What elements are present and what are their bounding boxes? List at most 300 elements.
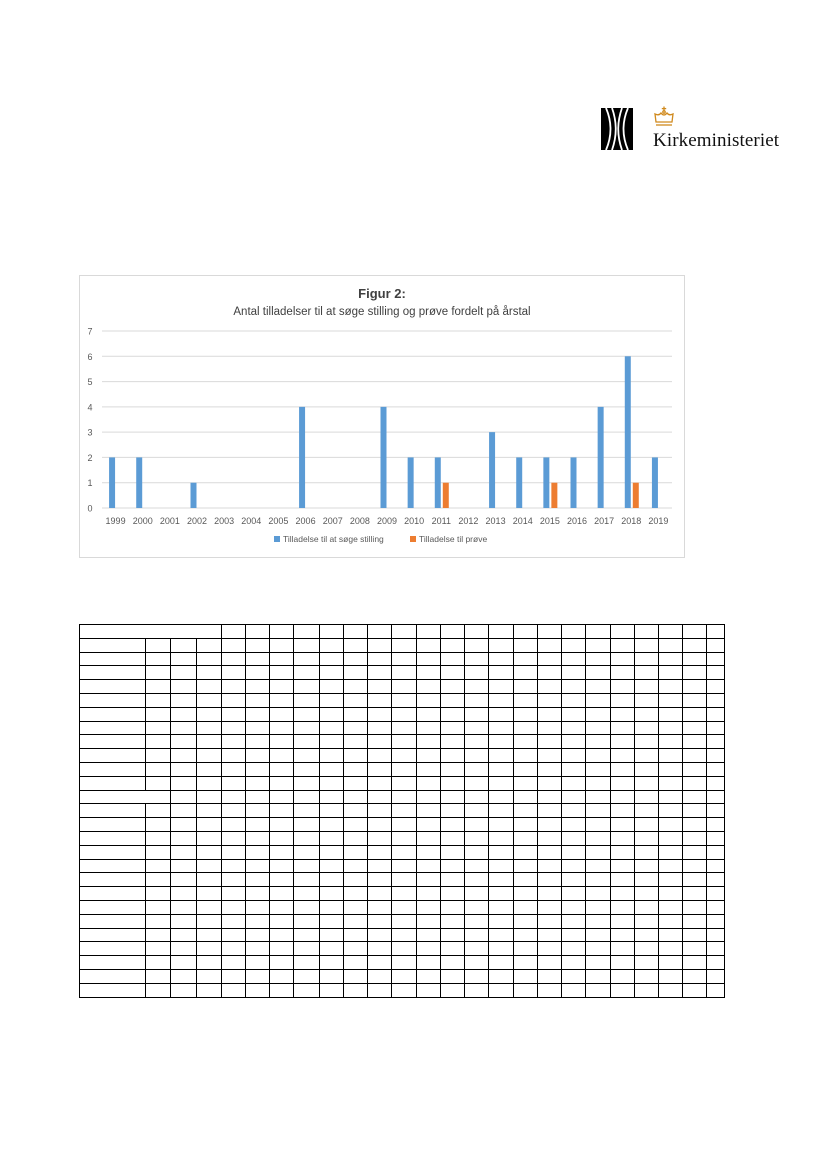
table-cell [683,914,707,928]
table-cell [659,845,683,859]
table-cell [611,818,635,832]
table-cell [246,776,270,790]
bar-proeve [443,483,449,508]
table-cell [171,914,197,928]
table-cell [368,638,392,652]
bar-soege-stilling [136,457,142,508]
x-tick-label: 2019 [648,516,669,526]
table-cell [392,721,417,735]
table-cell [635,735,659,749]
table-cell [441,721,465,735]
table-cell [586,942,611,956]
table-cell [146,804,171,818]
table-cell [80,859,146,873]
table-cell [222,969,246,983]
table-row [80,942,725,956]
table-cell [707,762,725,776]
table-cell [294,983,320,997]
table-cell [441,749,465,763]
table-cell [586,914,611,928]
table-cell [320,956,344,970]
x-tick-label: 2006 [295,516,316,526]
table-cell [441,735,465,749]
table-cell [514,749,538,763]
table-cell [344,762,368,776]
table-cell [465,735,489,749]
table-cell [392,652,417,666]
table-cell [707,652,725,666]
table-cell [707,638,725,652]
table-cell [659,693,683,707]
y-tick-label: 3 [87,427,93,438]
table-row [80,625,725,639]
table-row [80,680,725,694]
table-cell [294,942,320,956]
table-cell [392,638,417,652]
table-row [80,983,725,997]
table-cell [538,721,562,735]
legend-swatch-soege-stilling [274,536,280,542]
table-cell [441,873,465,887]
table-cell [465,652,489,666]
table-cell [562,873,586,887]
table-cell [586,721,611,735]
table-cell [368,845,392,859]
table-cell [514,693,538,707]
table-cell [197,983,222,997]
table-cell [562,680,586,694]
table-cell [146,914,171,928]
table-cell [222,983,246,997]
table-cell [707,942,725,956]
table-cell [146,983,171,997]
table-cell [294,831,320,845]
x-tick-label: 2018 [621,516,642,526]
table-cell [80,638,146,652]
table-cell [635,845,659,859]
table-cell [611,735,635,749]
table-cell [683,887,707,901]
bar-soege-stilling [299,407,305,508]
table-cell [489,983,514,997]
table-cell [441,900,465,914]
table-cell [441,887,465,901]
table-cell [368,818,392,832]
table-cell [368,804,392,818]
table-cell [368,735,392,749]
table-cell [683,983,707,997]
table-cell [465,873,489,887]
table-cell [368,928,392,942]
table-cell [80,942,146,956]
table-cell [146,845,171,859]
table-cell [586,666,611,680]
table-cell [146,638,171,652]
table-cell [707,969,725,983]
table-cell [146,652,171,666]
table-cell [197,749,222,763]
x-tick-label: 2017 [594,516,615,526]
table-row [80,845,725,859]
table-cell [611,914,635,928]
table-cell [294,887,320,901]
table-cell [707,776,725,790]
table-cell [683,776,707,790]
table-row [80,804,725,818]
table-cell [441,790,465,804]
legend-label-proeve: Tilladelse til prøve [419,534,488,544]
table-cell [489,666,514,680]
table-cell [659,790,683,804]
table-cell [538,666,562,680]
table-cell [294,625,320,639]
table-cell [635,956,659,970]
table-cell [344,749,368,763]
table-cell [171,942,197,956]
table-cell [344,735,368,749]
table-cell [246,969,270,983]
table-cell [659,776,683,790]
table-cell [514,818,538,832]
bar-soege-stilling [598,407,604,508]
table-cell [171,707,197,721]
table-cell [392,804,417,818]
empty-data-table [79,624,725,998]
x-tick-label: 2002 [186,516,208,526]
table-cell [294,818,320,832]
table-cell [635,859,659,873]
table-cell [270,776,294,790]
table-cell [171,845,197,859]
table-cell [465,762,489,776]
table-cell [222,900,246,914]
table-cell [368,956,392,970]
table-cell [465,680,489,694]
table-cell [197,873,222,887]
table-cell [222,638,246,652]
table-cell [635,638,659,652]
table-cell [562,762,586,776]
table-cell [368,790,392,804]
table-row [80,652,725,666]
table-cell [514,735,538,749]
table-cell [171,859,197,873]
table-cell [246,859,270,873]
table-cell [417,638,441,652]
table-cell [270,721,294,735]
table-cell [417,749,441,763]
table-cell [392,859,417,873]
figure-2-chart [79,275,685,558]
table-cell [562,956,586,970]
table-cell [368,625,392,639]
table-cell [465,859,489,873]
table-cell [417,818,441,832]
table-cell [538,804,562,818]
table-cell [368,666,392,680]
table-cell [514,652,538,666]
table-cell [246,693,270,707]
table-cell [659,666,683,680]
table-cell [635,969,659,983]
bar-soege-stilling [516,457,522,508]
table-cell [417,666,441,680]
table-cell [465,818,489,832]
table-cell [344,721,368,735]
crown-icon [653,106,675,128]
table-cell [270,831,294,845]
table-cell [465,900,489,914]
table-cell [659,735,683,749]
table-cell [368,983,392,997]
table-cell [171,831,197,845]
table-cell [222,652,246,666]
table-cell [659,818,683,832]
table-cell [659,956,683,970]
x-tick-label: 2001 [159,516,180,526]
table-cell [368,707,392,721]
table-cell [586,804,611,818]
table-cell [611,707,635,721]
table-cell [320,707,344,721]
table-cell [246,928,270,942]
table-cell [246,983,270,997]
table-cell [707,928,725,942]
table-row [80,969,725,983]
table-cell [320,887,344,901]
table-cell [635,983,659,997]
table-cell [683,956,707,970]
bar-soege-stilling [109,457,115,508]
table-cell [514,859,538,873]
table-cell [392,873,417,887]
table-cell [635,831,659,845]
table-cell [294,762,320,776]
table-cell [562,859,586,873]
table-cell [146,900,171,914]
chart-subtitle: Antal tilladelser til at søge stilling og prøve fordelt på årstal [233,306,531,318]
table-cell [611,776,635,790]
table-cell [392,666,417,680]
table-cell [270,652,294,666]
table-cell [368,762,392,776]
table-cell [222,914,246,928]
table-cell [611,887,635,901]
table-cell [538,900,562,914]
table-cell [635,707,659,721]
table-cell [514,956,538,970]
table-cell [635,625,659,639]
bar-soege-stilling [489,432,495,508]
table-cell [344,666,368,680]
table-cell [586,859,611,873]
table-row [80,859,725,873]
table-cell [246,680,270,694]
table-cell [368,914,392,928]
table-cell [611,942,635,956]
table-cell [586,983,611,997]
table-cell [270,887,294,901]
table-cell [270,749,294,763]
table-cell [489,969,514,983]
table-row [80,638,725,652]
table-cell [489,693,514,707]
table-cell [246,956,270,970]
table-cell [441,818,465,832]
table-cell [611,693,635,707]
table-cell [465,625,489,639]
table-cell [344,680,368,694]
table-cell [683,680,707,694]
table-cell [320,749,344,763]
x-tick-label: 2003 [214,516,235,526]
y-tick-label: 6 [87,351,93,362]
table-cell [197,845,222,859]
table-cell [441,762,465,776]
table-cell [270,666,294,680]
table-cell [80,680,146,694]
table-cell [246,887,270,901]
table-cell [171,969,197,983]
table-cell [611,762,635,776]
table-cell [80,928,146,942]
ministry-emblem-icon [601,108,633,150]
table-cell [417,983,441,997]
table-cell [392,969,417,983]
table-cell [707,680,725,694]
table-cell [80,625,222,639]
table-cell [514,983,538,997]
table-cell [197,859,222,873]
kirkeministeriet-logo [601,106,791,154]
table-cell [707,818,725,832]
table-cell [538,983,562,997]
table-row [80,831,725,845]
table-cell [294,914,320,928]
table-cell [707,749,725,763]
table-cell [465,790,489,804]
table-cell [707,873,725,887]
table-cell [344,693,368,707]
table-cell [683,721,707,735]
table-cell [344,804,368,818]
table-cell [659,887,683,901]
table-cell [417,804,441,818]
table-cell [222,804,246,818]
table-cell [683,735,707,749]
table-cell [562,735,586,749]
table-cell [270,638,294,652]
table-cell [562,900,586,914]
bar-soege-stilling [408,457,414,508]
table-cell [635,680,659,694]
table-cell [344,914,368,928]
table-cell [465,721,489,735]
table-cell [514,914,538,928]
table-cell [246,914,270,928]
table-cell [197,818,222,832]
table-cell [562,707,586,721]
table-cell [222,735,246,749]
table-cell [417,873,441,887]
table-row [80,914,725,928]
table-cell [320,693,344,707]
table-cell [659,625,683,639]
table-row [80,693,725,707]
table-cell [80,956,146,970]
table-cell [294,693,320,707]
table-cell [246,818,270,832]
table-cell [635,887,659,901]
bar-soege-stilling [652,457,658,508]
table-cell [683,900,707,914]
table-cell [417,859,441,873]
table-cell [441,831,465,845]
bar-soege-stilling [435,457,441,508]
table-cell [465,845,489,859]
table-cell [538,928,562,942]
table-cell [635,900,659,914]
table-cell [197,762,222,776]
table-cell [146,707,171,721]
table-cell [611,859,635,873]
table-cell [197,887,222,901]
table-cell [368,749,392,763]
table-cell [417,887,441,901]
table-cell [368,831,392,845]
table-cell [270,873,294,887]
table-cell [270,956,294,970]
table-cell [538,942,562,956]
table-cell [635,818,659,832]
table-cell [368,969,392,983]
table-cell [538,707,562,721]
table-cell [197,942,222,956]
y-tick-label: 4 [87,402,93,413]
x-tick-label: 2015 [539,516,560,526]
table-cell [659,762,683,776]
table-cell [659,652,683,666]
table-cell [294,790,320,804]
table-cell [683,818,707,832]
table-row [80,707,725,721]
table-cell [683,707,707,721]
table-cell [146,721,171,735]
table-cell [222,831,246,845]
table-cell [489,831,514,845]
table-cell [320,900,344,914]
table-cell [562,625,586,639]
table-cell [197,638,222,652]
table-cell [80,735,146,749]
table-cell [320,942,344,956]
table-cell [80,790,171,804]
table-cell [562,749,586,763]
table-cell [659,638,683,652]
table-cell [171,900,197,914]
table-cell [417,721,441,735]
table-cell [489,956,514,970]
table-cell [171,776,197,790]
table-cell [514,680,538,694]
table-cell [611,625,635,639]
table-cell [635,804,659,818]
table-cell [562,928,586,942]
table-cell [707,887,725,901]
table-cell [635,693,659,707]
table-cell [489,804,514,818]
table-cell [586,831,611,845]
